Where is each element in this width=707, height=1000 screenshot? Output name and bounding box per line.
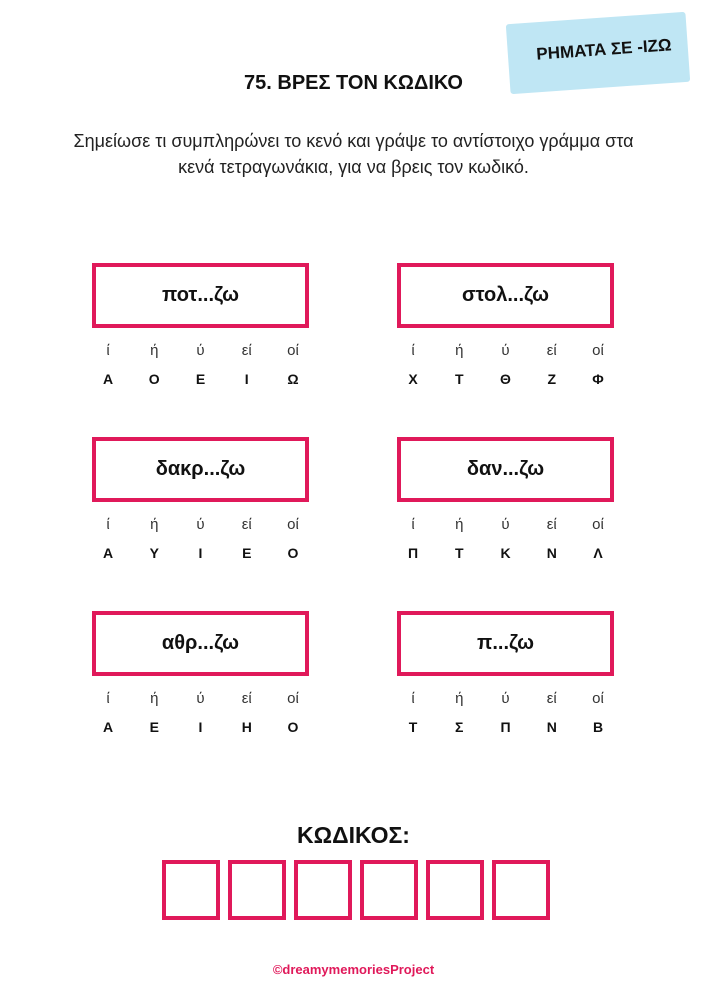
code-box[interactable] bbox=[426, 860, 484, 920]
option: ή bbox=[455, 690, 464, 707]
code-letter: Φ bbox=[592, 371, 604, 387]
topic-tag: ΡΗΜΑΤΑ ΣΕ -ΙΖΩ bbox=[535, 35, 673, 64]
option: ή bbox=[150, 516, 159, 533]
letters-row bbox=[92, 371, 309, 387]
option: ί bbox=[411, 516, 415, 533]
code-letter: Τ bbox=[454, 371, 464, 387]
option: ύ bbox=[196, 342, 205, 359]
option: οί bbox=[592, 690, 604, 707]
code-letter: Ι bbox=[244, 371, 249, 387]
puzzle-block bbox=[92, 437, 309, 561]
code-letter: Υ bbox=[149, 545, 159, 561]
code-box[interactable] bbox=[360, 860, 418, 920]
code-letter: Λ bbox=[593, 545, 603, 561]
copyright-footer: ©dreamymemoriesProject bbox=[272, 962, 435, 977]
instructions: Σημείωσε τι συμπληρώνει το κενό και γράψε το αντίστοιχο γράμμα στα κενά τετραγωνάκια, για να βρεις τον κωδικό. bbox=[73, 131, 634, 177]
option: ί bbox=[411, 342, 415, 359]
puzzle-block bbox=[397, 437, 614, 561]
code-letter: Ν bbox=[546, 719, 557, 735]
code-letter: Ε bbox=[149, 719, 159, 735]
option: οί bbox=[287, 690, 299, 707]
code-title: ΚΩΔΙΚΟΣ: bbox=[297, 822, 410, 848]
code-letter: Α bbox=[102, 545, 114, 561]
option: ή bbox=[455, 342, 464, 359]
option: ή bbox=[455, 516, 464, 533]
option: ύ bbox=[196, 516, 205, 533]
option: ύ bbox=[501, 342, 510, 359]
option: εί bbox=[241, 516, 252, 533]
option: ί bbox=[106, 690, 110, 707]
letters-row bbox=[397, 719, 614, 735]
puzzle-block bbox=[397, 611, 614, 735]
puzzle-block bbox=[397, 263, 614, 387]
option: ή bbox=[150, 690, 159, 707]
letters-row bbox=[92, 545, 309, 561]
word-box: αθρ...ζω bbox=[92, 611, 309, 676]
letters-row bbox=[397, 545, 614, 561]
options-row bbox=[397, 516, 614, 533]
option: εί bbox=[241, 342, 252, 359]
code-letter: Π bbox=[407, 545, 419, 561]
code-box[interactable] bbox=[294, 860, 352, 920]
code-letter: Τ bbox=[454, 545, 464, 561]
option: ύ bbox=[501, 516, 510, 533]
option: ύ bbox=[501, 690, 510, 707]
code-letter: Β bbox=[592, 719, 604, 735]
puzzle-block bbox=[92, 263, 309, 387]
code-letter: Τ bbox=[408, 719, 418, 735]
word-box: δακρ...ζω bbox=[92, 437, 309, 502]
option: εί bbox=[546, 342, 557, 359]
puzzle-block bbox=[92, 611, 309, 735]
code-letter: Ε bbox=[195, 371, 206, 387]
code-box[interactable] bbox=[228, 860, 286, 920]
options-row bbox=[397, 690, 614, 707]
option: ή bbox=[150, 342, 159, 359]
option: εί bbox=[546, 516, 557, 533]
letters-row bbox=[397, 371, 614, 387]
option: οί bbox=[592, 342, 604, 359]
word-box: π...ζω bbox=[397, 611, 614, 676]
option: ί bbox=[411, 690, 415, 707]
code-letter: Η bbox=[241, 719, 252, 735]
code-letter: Σ bbox=[455, 719, 464, 735]
letters-row bbox=[92, 719, 309, 735]
options-row bbox=[92, 690, 309, 707]
option: οί bbox=[287, 342, 299, 359]
code-box[interactable] bbox=[162, 860, 220, 920]
code-letter: Ι bbox=[198, 719, 203, 735]
code-letter: Ο bbox=[148, 371, 160, 387]
code-letter: Ζ bbox=[547, 371, 557, 387]
code-letter: Ο bbox=[287, 545, 299, 561]
word-box: στολ...ζω bbox=[397, 263, 614, 328]
options-row bbox=[92, 516, 309, 533]
option: εί bbox=[241, 690, 252, 707]
word-box: ποτ...ζω bbox=[92, 263, 309, 328]
code-letter: Ω bbox=[287, 371, 299, 387]
code-letter: Θ bbox=[500, 371, 511, 387]
option: οί bbox=[287, 516, 299, 533]
code-letter: Π bbox=[500, 719, 511, 735]
code-letter: Α bbox=[102, 371, 114, 387]
code-box[interactable] bbox=[492, 860, 550, 920]
option: ύ bbox=[196, 690, 205, 707]
code-letter: Ν bbox=[546, 545, 557, 561]
code-letter: Ι bbox=[198, 545, 203, 561]
option: εί bbox=[546, 690, 557, 707]
option: ί bbox=[106, 342, 110, 359]
word-box: δαν...ζω bbox=[397, 437, 614, 502]
page-title: 75. ΒΡΕΣ ΤΟΝ ΚΩΔΙΚΟ bbox=[244, 72, 463, 94]
option: ί bbox=[106, 516, 110, 533]
code-letter: Χ bbox=[408, 371, 418, 387]
code-letter: Κ bbox=[500, 545, 511, 561]
code-letter: Ε bbox=[242, 545, 252, 561]
code-letter: Ο bbox=[287, 719, 299, 735]
options-row bbox=[397, 342, 614, 359]
options-row bbox=[92, 342, 309, 359]
code-boxes bbox=[162, 860, 550, 920]
code-letter: Α bbox=[102, 719, 114, 735]
option: οί bbox=[592, 516, 604, 533]
